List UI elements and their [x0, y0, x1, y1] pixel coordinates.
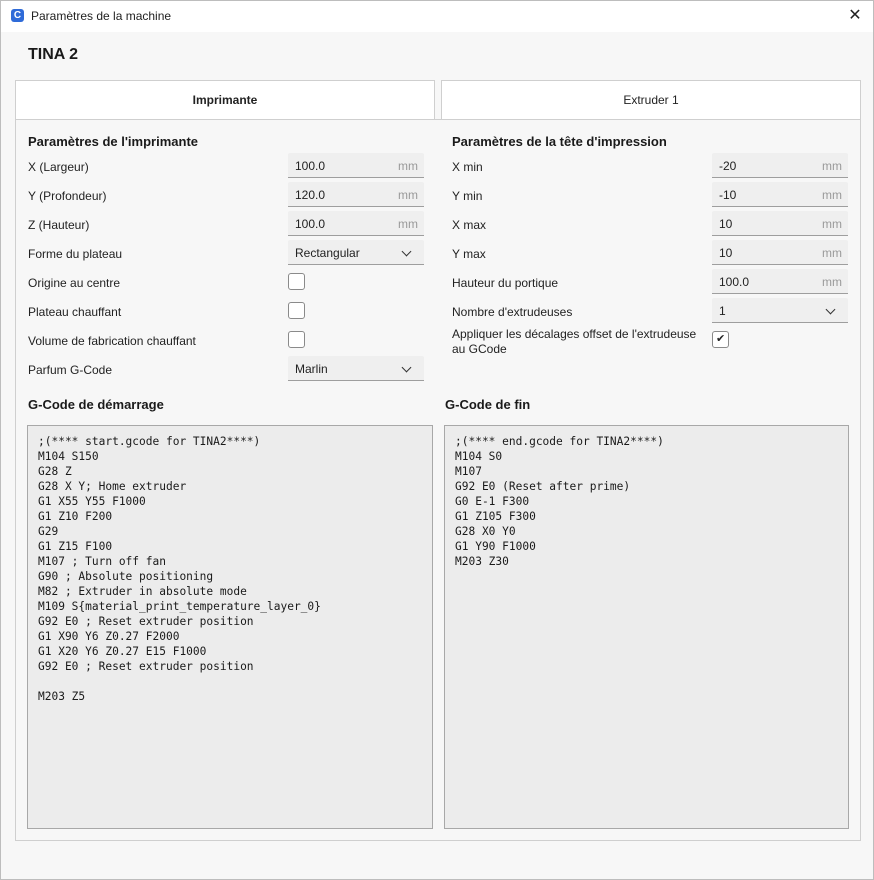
- code-line: G28 X Y; Home extruder: [38, 480, 187, 493]
- bed-shape-value: Rectangular: [295, 246, 360, 260]
- code-line: G1 X55 Y55 F1000: [38, 495, 146, 508]
- gantry-height-unit: mm: [822, 275, 842, 289]
- bed-shape-dropdown[interactable]: [288, 240, 424, 265]
- extruder-count-value: 1: [719, 304, 726, 318]
- apply-offsets-checkbox[interactable]: [712, 331, 729, 348]
- y-max-value: 10: [719, 246, 733, 260]
- close-icon[interactable]: ✕: [848, 7, 862, 24]
- tab-imprimante[interactable]: Imprimante: [15, 80, 435, 120]
- code-line: ;(**** end.gcode for TINA2****): [455, 435, 664, 448]
- printhead-settings-title: Paramètres de la tête d'impression: [452, 134, 667, 149]
- x-max-label: X max: [452, 218, 487, 232]
- origin-center-checkbox[interactable]: [288, 273, 305, 290]
- extruder-count-label: Nombre d'extrudeuses: [452, 305, 573, 319]
- x-min-label: X min: [452, 160, 483, 174]
- code-line: M203 Z30: [455, 555, 509, 568]
- x-width-unit: mm: [398, 159, 418, 173]
- title-bar: [1, 1, 873, 32]
- x-max-field[interactable]: [712, 211, 848, 236]
- x-min-unit: mm: [822, 159, 842, 173]
- code-line: M109 S{material_print_temperature_layer_0}: [38, 600, 321, 613]
- z-height-unit: mm: [398, 217, 418, 231]
- heated-bed-checkbox[interactable]: [288, 302, 305, 319]
- x-width-value: 100.0: [295, 159, 326, 173]
- code-line: ;(**** start.gcode for TINA2****): [38, 435, 261, 448]
- z-height-value: 100.0: [295, 217, 326, 231]
- y-depth-value: 120.0: [295, 188, 326, 202]
- y-depth-field[interactable]: [288, 182, 424, 207]
- code-line: M82 ; Extruder in absolute mode: [38, 585, 247, 598]
- code-line: G28 Z: [38, 465, 72, 478]
- code-line: [38, 674, 422, 689]
- gantry-height-field[interactable]: [712, 269, 848, 294]
- code-line: G1 X90 Y6 Z0.27 F2000: [38, 630, 180, 643]
- x-max-unit: mm: [822, 217, 842, 231]
- extruder-count-dropdown[interactable]: [712, 298, 848, 323]
- code-line: G92 E0 ; Reset extruder position: [38, 615, 254, 628]
- code-line: M107 ; Turn off fan: [38, 555, 166, 568]
- gantry-height-value: 100.0: [719, 275, 750, 289]
- y-min-field[interactable]: [712, 182, 848, 207]
- code-line: G92 E0 (Reset after prime): [455, 480, 631, 493]
- code-line: G1 Y90 F1000: [455, 540, 536, 553]
- end-gcode-title: G-Code de fin: [445, 397, 531, 412]
- y-min-label: Y min: [452, 189, 483, 203]
- x-min-field[interactable]: [712, 153, 848, 178]
- window-title: Paramètres de la machine: [31, 9, 172, 23]
- heated-volume-label: Volume de fabrication chauffant: [28, 334, 196, 348]
- x-max-value: 10: [719, 217, 733, 231]
- y-max-label: Y max: [452, 247, 486, 261]
- y-max-unit: mm: [822, 246, 842, 260]
- chevron-down-icon: [402, 247, 412, 257]
- x-width-field[interactable]: [288, 153, 424, 178]
- z-height-label: Z (Hauteur): [28, 218, 90, 232]
- bed-shape-label: Forme du plateau: [28, 247, 123, 261]
- heated-bed-label: Plateau chauffant: [28, 305, 122, 319]
- y-max-field[interactable]: [712, 240, 848, 265]
- gcode-flavor-dropdown[interactable]: [288, 356, 424, 381]
- printer-settings-title: Paramètres de l'imprimante: [28, 134, 198, 149]
- code-line: M104 S0: [455, 450, 503, 463]
- start-gcode-editor[interactable]: [27, 425, 433, 829]
- gcode-flavor-value: Marlin: [295, 362, 328, 376]
- code-line: G92 E0 ; Reset extruder position: [38, 660, 254, 673]
- apply-offsets-label-cont: au GCode: [452, 342, 507, 356]
- gantry-height-label: Hauteur du portique: [452, 276, 559, 290]
- apply-offsets-label: Appliquer les décalages offset de l'extrudeuse: [452, 327, 697, 341]
- x-width-label: X (Largeur): [28, 160, 89, 174]
- chevron-down-icon: [826, 305, 836, 315]
- code-line: G28 X0 Y0: [455, 525, 516, 538]
- tab-extruder-1[interactable]: Extruder 1: [441, 80, 861, 120]
- y-depth-unit: mm: [398, 188, 418, 202]
- start-gcode-title: G-Code de démarrage: [28, 397, 164, 412]
- y-min-unit: mm: [822, 188, 842, 202]
- code-line: G0 E-1 F300: [455, 495, 530, 508]
- end-gcode-editor[interactable]: [444, 425, 849, 829]
- y-depth-label: Y (Profondeur): [28, 189, 107, 203]
- y-min-value: -10: [719, 188, 737, 202]
- origin-center-label: Origine au centre: [28, 276, 121, 290]
- code-line: G90 ; Absolute positioning: [38, 570, 214, 583]
- gcode-flavor-label: Parfum G-Code: [28, 363, 113, 377]
- chevron-down-icon: [402, 363, 412, 373]
- code-line: M104 S150: [38, 450, 99, 463]
- code-line: G1 X20 Y6 Z0.27 E15 F1000: [38, 645, 207, 658]
- code-line: G1 Z105 F300: [455, 510, 536, 523]
- x-min-value: -20: [719, 159, 737, 173]
- code-line: G29: [38, 525, 59, 538]
- code-line: M107: [455, 465, 482, 478]
- checkmark-icon: ✔: [716, 333, 726, 345]
- code-line: G1 Z15 F100: [38, 540, 113, 553]
- code-line: M203 Z5: [38, 690, 86, 703]
- z-height-field[interactable]: [288, 211, 424, 236]
- machine-name-heading: TINA 2: [28, 46, 79, 63]
- app-logo-icon: C: [11, 9, 24, 22]
- code-line: G1 Z10 F200: [38, 510, 113, 523]
- heated-volume-checkbox[interactable]: [288, 331, 305, 348]
